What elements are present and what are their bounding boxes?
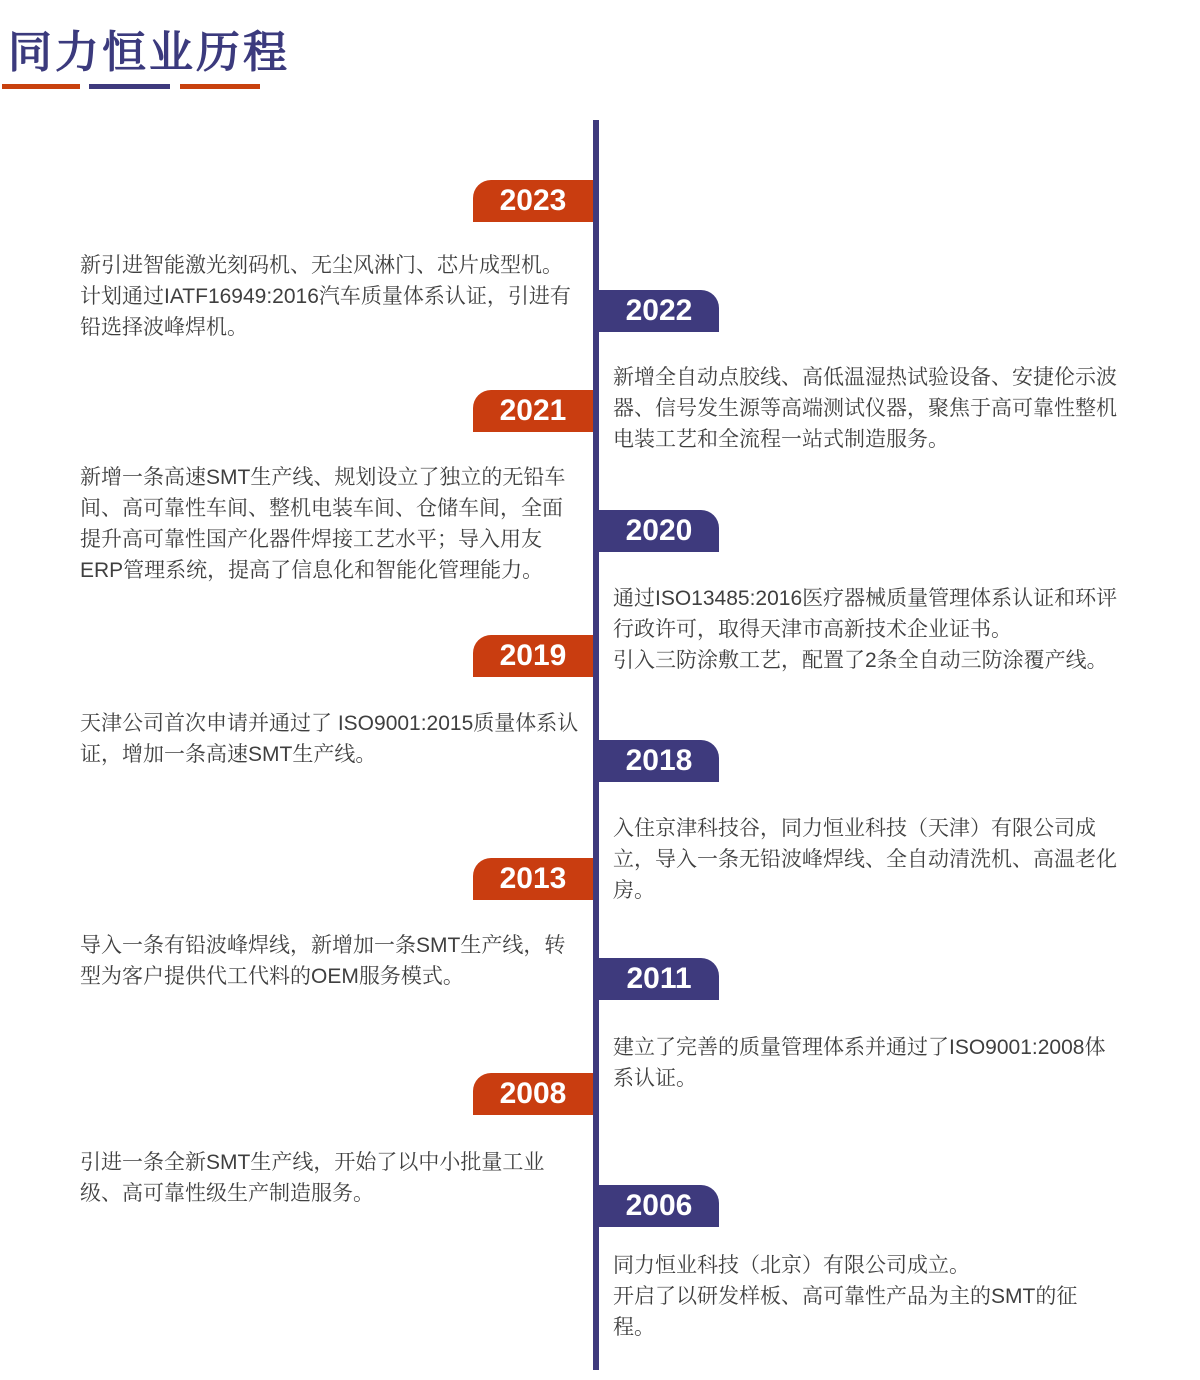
year-badge-2006: 2006 xyxy=(599,1185,719,1227)
page-title: 同力恒业历程 xyxy=(8,28,290,77)
year-badge-2020: 2020 xyxy=(599,510,719,552)
underline-segment-orange xyxy=(2,84,80,89)
year-badge-2013: 2013 xyxy=(473,858,593,900)
year-badge-2008: 2008 xyxy=(473,1073,593,1115)
entry-text-2022 xyxy=(613,362,1118,455)
underline-segment-purple xyxy=(89,84,170,89)
entry-paragraph: 新增一条高速SMT生产线、规划设立了独立的无铅车间、高可靠性车间、整机电装车间、仓储车间，全面提升高可靠性国产化器件焊接工艺水平；导入用友ERP管理系统，提高了信息化和智能化管理能力。 xyxy=(80,466,566,582)
year-badge-2021: 2021 xyxy=(473,390,593,432)
entry-text-2020 xyxy=(613,583,1118,676)
entry-paragraph: 导入一条有铅波峰焊线，新增加一条SMT生产线，转型为客户提供代工代料的OEM服务模式。 xyxy=(80,934,566,988)
entry-paragraph: 新引进智能激光刻码机、无尘风淋门、芯片成型机。计划通过IATF16949:2016汽车质量体系认证，引进有铅选择波峰焊机。 xyxy=(80,254,571,339)
entry-paragraph: 同力恒业科技（北京）有限公司成立。 xyxy=(613,1254,970,1277)
title-underline xyxy=(2,84,260,89)
entry-text-2019 xyxy=(80,708,582,770)
year-badge-2019: 2019 xyxy=(473,635,593,677)
entry-paragraph: 建立了完善的质量管理体系并通过了ISO9001:2008体系认证。 xyxy=(613,1036,1106,1090)
entry-text-2006 xyxy=(613,1250,1118,1343)
entry-text-2018 xyxy=(613,813,1118,906)
entry-paragraph: 通过ISO13485:2016医疗器械质量管理体系认证和环评行政许可，取得天津市高新技术企业证书。 xyxy=(613,587,1118,641)
year-badge-2022: 2022 xyxy=(599,290,719,332)
entry-paragraph: 入住京津科技谷，同力恒业科技（天津）有限公司成立，导入一条无铅波峰焊线、全自动清洗机、高温老化房。 xyxy=(613,817,1117,902)
year-badge-2023: 2023 xyxy=(473,180,593,222)
underline-segment-orange xyxy=(180,84,260,89)
year-badge-2011: 2011 xyxy=(599,958,719,1000)
entry-text-2023 xyxy=(80,250,582,343)
entry-paragraph: 天津公司首次申请并通过了 ISO9001:2015质量体系认证，增加一条高速SMT生产线。 xyxy=(80,712,579,766)
entry-paragraph: 引进一条全新SMT生产线，开始了以中小批量工业级、高可靠性级生产制造服务。 xyxy=(80,1151,545,1205)
entry-paragraph: 新增全自动点胶线、高低温湿热试验设备、安捷伦示波器、信号发生源等高端测试仪器，聚焦于高可靠性整机电装工艺和全流程一站式制造服务。 xyxy=(613,366,1117,451)
entry-text-2008 xyxy=(80,1147,582,1209)
entry-text-2013 xyxy=(80,930,582,992)
entry-paragraph: 引入三防涂敷工艺，配置了2条全自动三防涂覆产线。 xyxy=(613,649,1108,672)
entry-text-2011 xyxy=(613,1032,1118,1094)
entry-paragraph: 开启了以研发样板、高可靠性产品为主的SMT的征程。 xyxy=(613,1285,1078,1339)
entry-text-2021 xyxy=(80,462,582,586)
year-badge-2018: 2018 xyxy=(599,740,719,782)
